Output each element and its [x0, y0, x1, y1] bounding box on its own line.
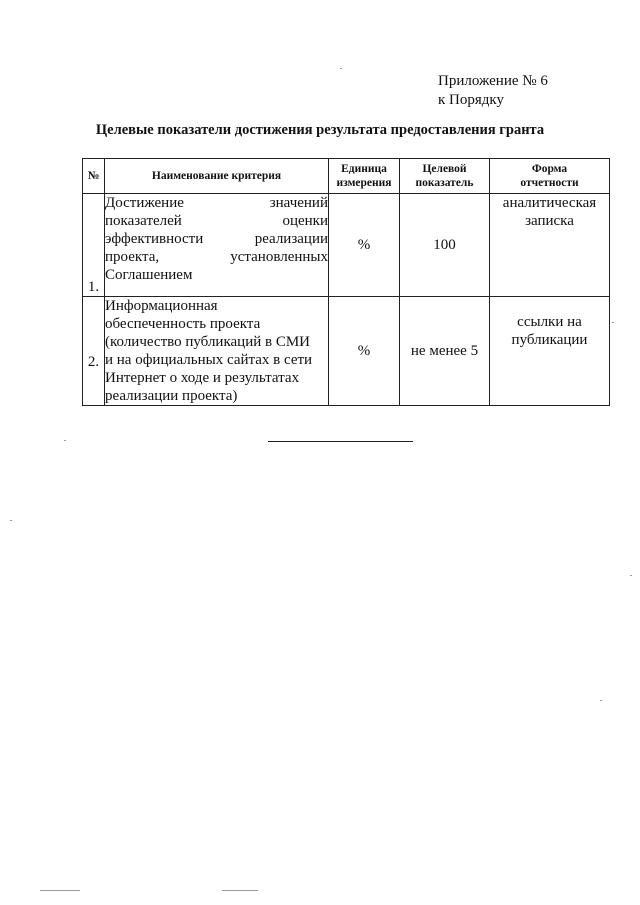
header-num: № [83, 159, 105, 194]
criterion-line: реализации проекта) [105, 388, 238, 404]
criterion-line: Интернет о ходе и результатах [105, 370, 300, 386]
row-number: 1. [83, 194, 105, 297]
report-form [490, 194, 610, 297]
row-number: 2. [83, 297, 105, 406]
report-form-line-1: ссылки на [517, 314, 582, 330]
criterion-line: проекта, установленных [105, 249, 328, 265]
appendix-note [438, 72, 548, 110]
table-row [83, 194, 610, 297]
report-form-line-2: публикации [511, 332, 588, 348]
appendix-line-1: Приложение № 6 [438, 73, 548, 89]
criterion-line: Информационная [105, 298, 218, 314]
scan-speck [222, 890, 258, 891]
scan-speck [10, 520, 12, 521]
report-form-line-1: аналитическая [502, 195, 597, 211]
scan-speck [600, 700, 602, 701]
header-unit [329, 159, 400, 194]
closing-rule [268, 441, 413, 442]
criteria-table [82, 158, 610, 406]
header-name: Наименование критерия [105, 159, 329, 194]
header-form-line-1: Форма [531, 163, 568, 175]
scan-speck [612, 322, 614, 323]
criterion-line: Достижение значений [105, 195, 328, 211]
scan-speck [64, 440, 66, 441]
report-form-line-2: записка [525, 213, 574, 229]
unit-value: % [329, 194, 400, 297]
document-title: Целевые показатели достижения результата предоставления гранта [95, 122, 545, 138]
criterion-line: показателей оценки [105, 213, 328, 229]
header-form-line-2: отчетности [520, 177, 579, 189]
criterion-name [105, 297, 329, 406]
scan-speck [40, 890, 80, 891]
criterion-name [105, 194, 329, 297]
target-value: не менее 5 [400, 297, 490, 406]
target-value: 100 [400, 194, 490, 297]
header-form [490, 159, 610, 194]
criterion-line: эффективности реализации [105, 231, 328, 247]
criterion-line: обеспеченность проекта [105, 316, 261, 332]
scan-speck [340, 68, 342, 69]
table-row [83, 297, 610, 406]
unit-value: % [329, 297, 400, 406]
criterion-line: (количество публикаций в СМИ [105, 334, 311, 350]
header-unit-line-2: измерения [336, 177, 392, 189]
header-target-line-2: показатель [415, 177, 474, 189]
criterion-line: и на официальных сайтах в сети [105, 352, 313, 368]
report-form [490, 297, 610, 406]
header-unit-line-1: Единица [341, 163, 387, 175]
table-header-row [83, 159, 610, 194]
criterion-line: Соглашением [105, 267, 193, 283]
header-target [400, 159, 490, 194]
header-target-line-1: Целевой [422, 163, 467, 175]
scan-speck [630, 575, 632, 576]
appendix-line-2: к Порядку [438, 92, 504, 108]
